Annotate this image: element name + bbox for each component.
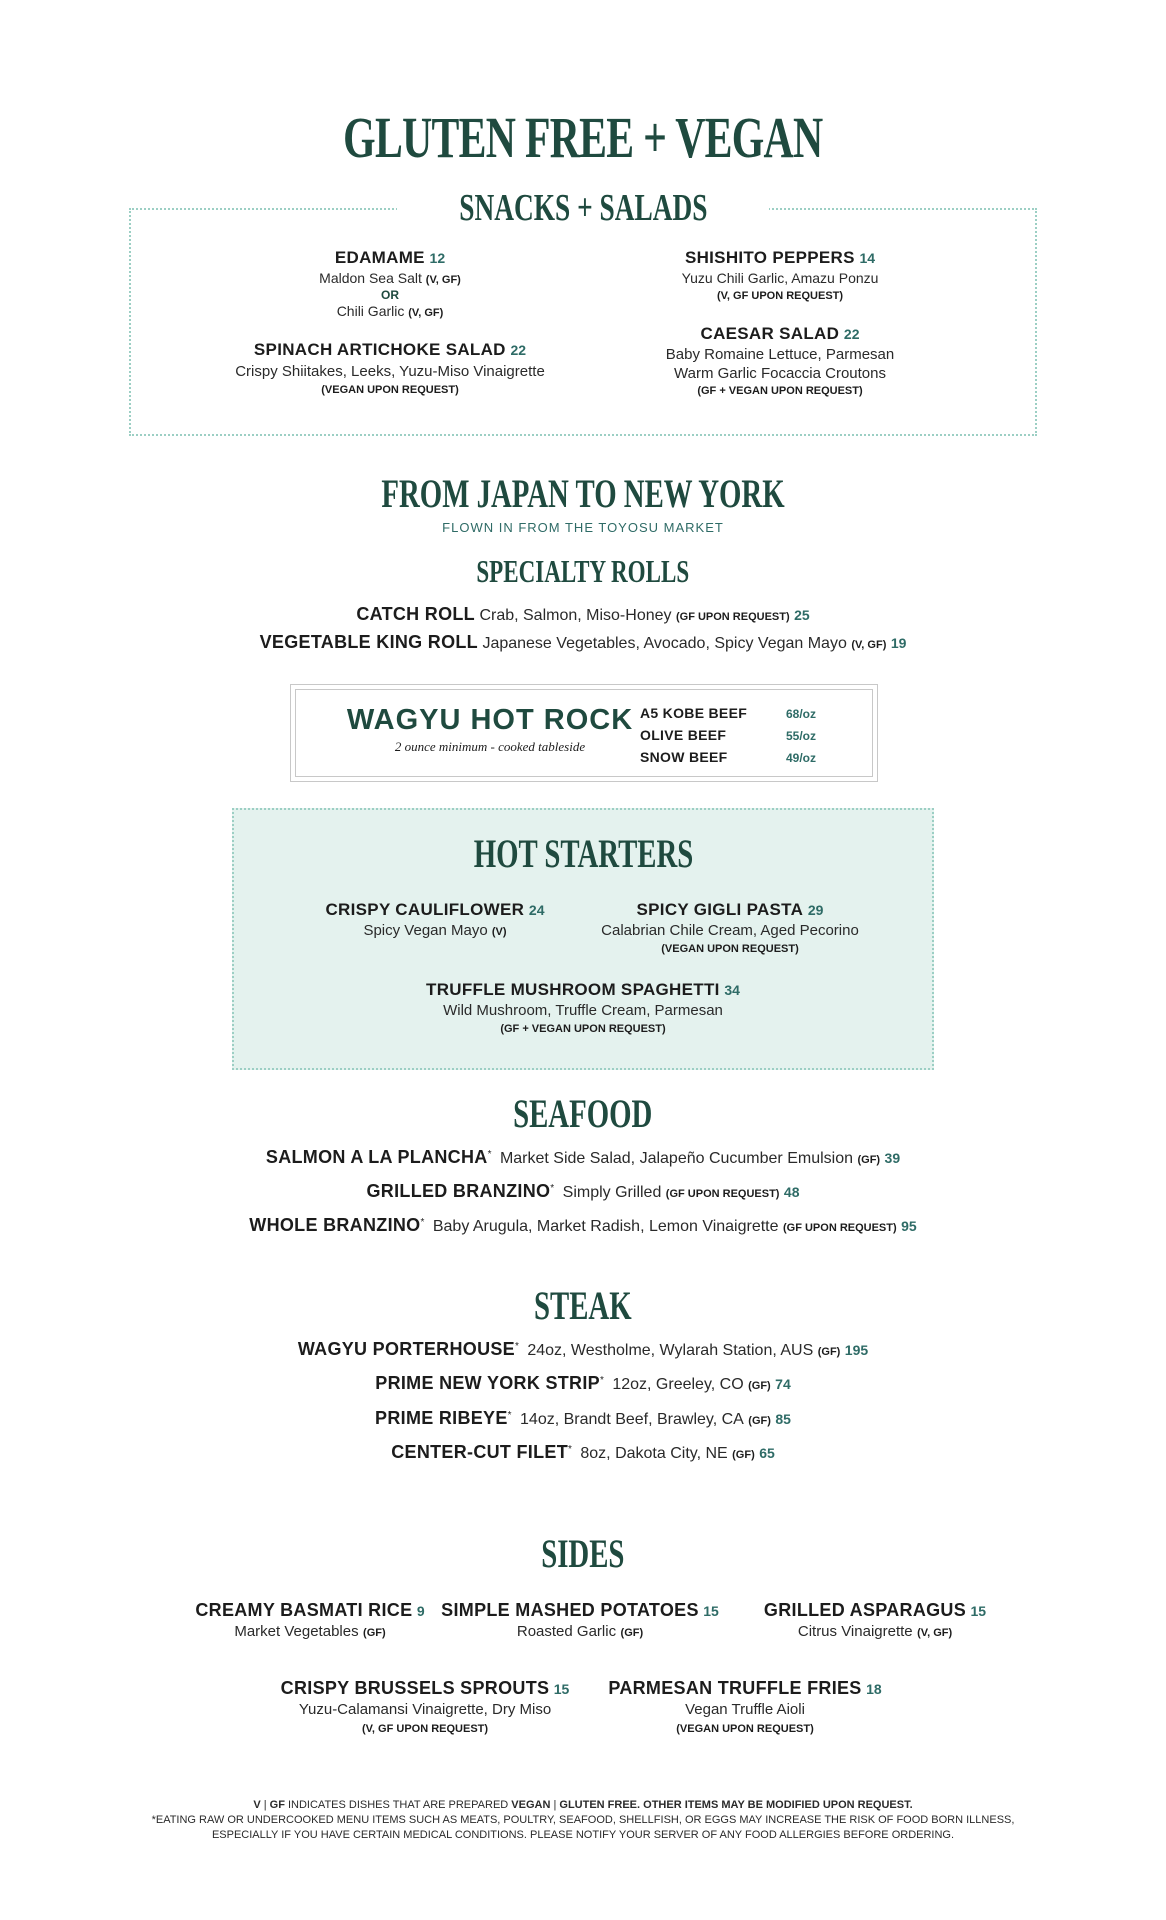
item-name: CREAMY BASMATI RICE <box>195 1600 413 1620</box>
item-tag: (GF + VEGAN UPON REQUEST) <box>500 1023 666 1035</box>
item-name: SHISHITO PEPPERS <box>684 248 855 267</box>
item-price: 14 <box>859 250 876 266</box>
item-tag: (GF UPON REQUEST) <box>675 611 790 623</box>
item-desc: Simply Grilled <box>562 1184 662 1201</box>
edamame-item <box>260 248 520 319</box>
item-tag: (VEGAN UPON REQUEST) <box>676 1723 814 1735</box>
steak-heading-wrap <box>0 1282 1166 1329</box>
item-desc: 12oz, Greeley, CO <box>612 1376 744 1393</box>
item-price: 48 <box>783 1184 800 1200</box>
wagyu-name: WAGYU HOT ROCK <box>346 704 634 736</box>
wagyu-note: 2 ounce minimum - cooked tableside <box>394 739 586 754</box>
item-desc: Calabrian Chile Cream, Aged Pecorino <box>601 922 859 939</box>
item-desc: Yuzu Chili Garlic, Amazu Ponzu <box>681 270 879 286</box>
item-desc: Vegan Truffle Aioli <box>685 1701 805 1718</box>
snacks-box <box>129 208 1037 436</box>
item-desc: Spicy Vegan Mayo <box>363 922 488 939</box>
item-desc: Chili Garlic <box>336 303 405 319</box>
item-star: * <box>568 1443 572 1455</box>
or-label: OR <box>381 288 399 302</box>
seafood-heading: SEAFOOD <box>513 1091 653 1136</box>
shishito-item <box>640 248 920 302</box>
item-star: * <box>599 1374 604 1386</box>
footer-legend: V | GF INDICATES DISHES THAT ARE PREPARED VEGAN | GLUTEN FREE. OTHER ITEMS MAY BE MODIFIED UPON REQUEST. <box>253 1799 913 1811</box>
item-name: TRUFFLE MUSHROOM SPAGHETTI <box>426 980 720 999</box>
item-price: 22 <box>843 326 860 342</box>
item-star: * <box>420 1216 425 1228</box>
sides-heading-wrap <box>0 1530 1166 1577</box>
item-tag: (GF UPON REQUEST) <box>782 1222 897 1234</box>
item-name: CAESAR SALAD <box>700 324 840 343</box>
item-desc: Baby Arugula, Market Radish, Lemon Vinaigrette <box>432 1218 779 1235</box>
menu-title: GLUTEN FREE + VEGAN <box>343 105 823 170</box>
item-desc: 24oz, Westholme, Wylarah Station, AUS <box>527 1342 814 1359</box>
item-desc: 8oz, Dakota City, NE <box>580 1445 728 1462</box>
japan-heading: FROM JAPAN TO NEW YORK <box>381 471 785 516</box>
item-tag: (V, GF UPON REQUEST) <box>716 290 844 302</box>
item-tag: (VEGAN UPON REQUEST) <box>661 943 799 955</box>
roll-row <box>0 604 1166 625</box>
steak-heading: STEAK <box>534 1283 632 1328</box>
item-tag: (GF + VEGAN UPON REQUEST) <box>697 385 863 397</box>
wagyu-list <box>640 703 816 769</box>
seafood-row <box>0 1215 1166 1236</box>
side-item <box>600 1678 890 1735</box>
side-item <box>740 1600 1010 1641</box>
item-price: 19 <box>890 635 907 651</box>
item-price: 95 <box>901 1218 917 1234</box>
item-desc: Maldon Sea Salt <box>319 270 422 286</box>
item-tag: (GF) <box>748 1380 771 1392</box>
item-name: EDAMAME <box>334 248 425 267</box>
item-name: CATCH ROLL <box>356 604 475 624</box>
item-desc: Market Side Salad, Jalapeño Cucumber Emulsion <box>499 1150 854 1167</box>
wagyu-list-item: OLIVE BEEF 55/oz <box>640 727 817 743</box>
item-tag: (GF) <box>363 1627 386 1639</box>
item-name: PARMESAN TRUFFLE FRIES <box>608 1678 862 1698</box>
item-name: PRIME NEW YORK STRIP <box>375 1373 600 1393</box>
seafood-row <box>0 1181 1166 1202</box>
item-price: 65 <box>759 1445 775 1461</box>
menu-title-wrap <box>0 104 1166 171</box>
item-tag: (GF) <box>748 1415 771 1427</box>
japan-heading-wrap <box>0 470 1166 517</box>
wagyu-title-block <box>340 704 640 755</box>
snacks-heading-wrap <box>0 186 1166 230</box>
item-price: 85 <box>775 1411 791 1427</box>
side-item <box>270 1678 580 1735</box>
item-tag: (V, GF) <box>425 274 461 286</box>
footer-disclaimer: ESPECIALLY IF YOU HAVE CERTAIN MEDICAL CONDITIONS. PLEASE NOTIFY YOUR SERVER OF ANY FOOD ALLERGIES BEFORE ORDERING. <box>211 1829 955 1841</box>
side-item <box>160 1600 460 1641</box>
japan-subheading: FLOWN IN FROM THE TOYOSU MARKET <box>442 520 724 535</box>
item-desc: Japanese Vegetables, Avocado, Spicy Vegan Mayo <box>482 635 847 652</box>
item-name: CENTER-CUT FILET <box>391 1442 569 1462</box>
roll-row <box>0 632 1166 653</box>
item-name: CRISPY BRUSSELS SPROUTS <box>280 1678 550 1698</box>
item-tag: (GF) <box>732 1449 755 1461</box>
item-star: * <box>514 1340 519 1352</box>
item-desc: Roasted Garlic <box>516 1623 617 1640</box>
item-star: * <box>487 1148 492 1160</box>
truffle-item <box>383 980 783 1035</box>
item-name: VEGETABLE KING ROLL <box>259 632 478 652</box>
item-name: WHOLE BRANZINO <box>249 1215 421 1235</box>
item-desc: Yuzu-Calamansi Vinaigrette, Dry Miso <box>298 1701 552 1718</box>
item-tag: (GF) <box>817 1346 841 1358</box>
item-price: 34 <box>724 982 740 998</box>
item-price: 29 <box>807 902 824 918</box>
item-desc: Crispy Shiitakes, Leeks, Yuzu-Miso Vinaigrette <box>235 363 545 380</box>
steak-row <box>0 1339 1166 1360</box>
item-desc: Wild Mushroom, Truffle Cream, Parmesan <box>443 1002 723 1019</box>
seafood-row <box>0 1147 1166 1168</box>
sides-heading: SIDES <box>541 1531 625 1576</box>
item-desc: Citrus Vinaigrette <box>797 1623 913 1640</box>
rolls-heading: SPECIALTY ROLLS <box>476 553 690 589</box>
item-price: 15 <box>703 1603 719 1619</box>
item-star: * <box>507 1409 512 1421</box>
gigli-item <box>580 900 880 955</box>
hot-heading-wrap <box>0 830 1166 877</box>
item-tag: (V, GF) <box>917 1627 953 1639</box>
item-tag: (V, GF) <box>851 639 887 651</box>
cauliflower-item <box>300 900 570 939</box>
item-name: PRIME RIBEYE <box>375 1408 508 1428</box>
item-price: 18 <box>866 1681 882 1697</box>
item-name: SPICY GIGLI PASTA <box>636 900 804 919</box>
item-star: * <box>550 1182 555 1194</box>
item-tag: (VEGAN UPON REQUEST) <box>321 384 459 396</box>
wagyu-list-item: SNOW BEEF 49/oz <box>640 749 817 765</box>
item-price: 25 <box>794 607 810 623</box>
steak-row <box>0 1442 1166 1463</box>
steak-row <box>0 1373 1166 1394</box>
hot-heading: HOT STARTERS <box>473 831 693 876</box>
item-desc: Baby Romaine Lettuce, Parmesan <box>665 346 895 363</box>
item-name: SPINACH ARTICHOKE SALAD <box>253 340 506 359</box>
item-name: SALMON A LA PLANCHA <box>265 1147 488 1167</box>
item-name: GRILLED ASPARAGUS <box>763 1600 967 1620</box>
item-tag: (V, GF UPON REQUEST) <box>361 1723 489 1735</box>
item-desc: Market Vegetables <box>234 1623 359 1640</box>
item-price: 15 <box>970 1603 987 1619</box>
item-price: 22 <box>510 342 527 358</box>
item-tag: (GF UPON REQUEST) <box>665 1188 780 1200</box>
item-price: 12 <box>429 250 446 266</box>
item-price: 9 <box>416 1603 425 1619</box>
item-desc: Crab, Salmon, Miso-Honey <box>479 607 672 624</box>
item-tag: (V, GF) <box>408 307 444 319</box>
wagyu-list-item: A5 KOBE BEEF 68/oz <box>640 705 817 721</box>
caesar-item <box>640 324 920 397</box>
snacks-heading: SNACKS + SALADS <box>458 187 708 229</box>
spinach-item <box>200 340 580 396</box>
item-price: 195 <box>844 1342 869 1358</box>
item-price: 74 <box>775 1376 791 1392</box>
item-name: SIMPLE MASHED POTATOES <box>441 1600 699 1620</box>
item-name: WAGYU PORTERHOUSE <box>297 1339 515 1359</box>
item-name: CRISPY CAULIFLOWER <box>325 900 525 919</box>
rolls-heading-wrap <box>0 553 1166 590</box>
side-item <box>430 1600 730 1641</box>
item-desc: Warm Garlic Focaccia Croutons <box>674 365 886 382</box>
item-price: 15 <box>553 1681 570 1697</box>
footer-disclaimer: *EATING RAW OR UNDERCOOKED MENU ITEMS SUCH AS MEATS, POULTRY, SEAFOOD, SHELLFISH, OR EGGS MAY INCREASE THE RISK OF FOOD BORN ILLNESS, <box>151 1814 1015 1826</box>
item-tag: (GF) <box>857 1154 881 1166</box>
item-price: 24 <box>528 902 545 918</box>
steak-row <box>0 1408 1166 1429</box>
item-desc: 14oz, Brandt Beef, Brawley, CA <box>520 1411 744 1428</box>
item-tag: (V) <box>491 926 507 938</box>
item-tag: (GF) <box>620 1627 644 1639</box>
seafood-heading-wrap <box>0 1090 1166 1137</box>
item-price: 39 <box>884 1150 901 1166</box>
item-name: GRILLED BRANZINO <box>366 1181 551 1201</box>
